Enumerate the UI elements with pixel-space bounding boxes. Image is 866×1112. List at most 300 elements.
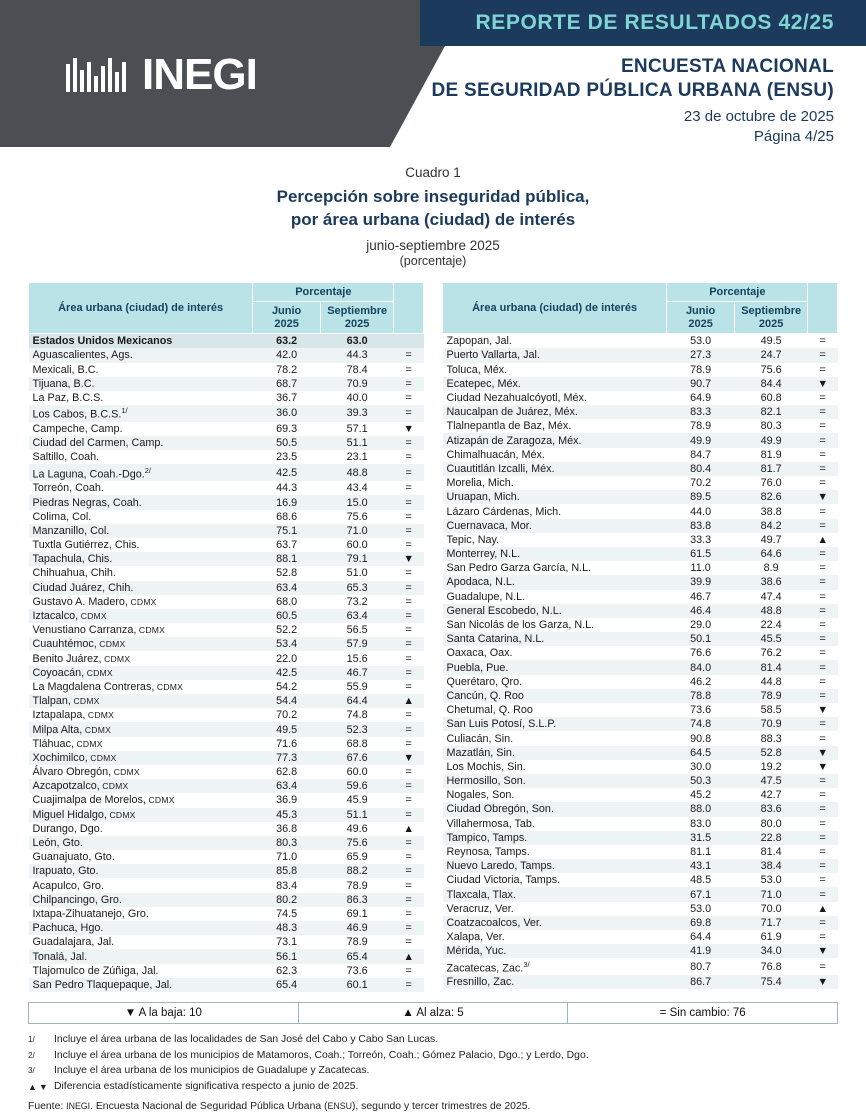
table-row [29,822,424,836]
cell-city-suffix: CDMX [85,710,115,721]
cell-september-value: 38.6 [734,575,807,589]
table-row [443,689,838,703]
table-row [443,675,838,689]
cell-city: Tijuana, B.C. [29,377,253,391]
cell-september-value: 44.8 [760,675,782,688]
cell-september-value: 73.6 [346,964,368,977]
table-row [29,538,424,552]
cell-september-value: 79.1 [320,552,393,566]
cell-city: Mazatlán, Sin. [443,746,667,760]
table-row [443,604,838,618]
cell-september-value: 75.6 [760,363,782,376]
cell-june-value: 52.8 [276,567,298,580]
cell-september-value: 64.6 [734,547,807,561]
cell-city: León, Gto. [29,836,253,850]
footnote-item [28,1063,838,1079]
cell-september-value: 56.5 [346,624,368,637]
cell-city: Cuajimalpa de Morelos, CDMX [32,794,175,807]
cell-change-indicator: ▲ [817,533,829,546]
footnote-ref: 2/ [144,465,152,475]
footnote-text: Incluye el área urbana de los municipios de Guadalupe y Zacatecas. [54,1065,370,1077]
cell-september-value: 64.4 [320,694,393,708]
cell-change-indicator: = [808,717,838,731]
cell-september-value: 22.4 [760,619,782,631]
cell-september-value: 19.2 [760,760,782,773]
cell-change-indicator: ▼ [808,944,838,958]
cell-city: Hermosillo, Son. [443,774,667,788]
footnote-ref: 3/ [523,959,530,969]
table-row [443,774,838,788]
table-row [443,802,838,816]
inegi-wordmark: INEGI [142,50,257,99]
table-row [443,760,838,774]
cell-september-value: 47.4 [760,590,782,603]
table-row [443,944,838,958]
cell-june-value: 42.0 [253,348,321,362]
cell-change-indicator: = [394,637,424,651]
cell-june-value: 62.8 [276,766,298,779]
cell-september-value: 71.0 [320,524,393,538]
cell-june-value: 63.2 [253,334,321,349]
cell-june-value: 44.0 [690,505,712,518]
cell-city: San Pedro Tlaquepaque, Jal. [29,978,253,992]
cell-change-indicator: = [808,660,838,674]
cell-city: Pachuca, Hgo. [29,921,253,935]
table-row [29,581,424,595]
cell-june-value: 64.4 [690,931,712,944]
cell-change-indicator: = [808,547,838,561]
footnotes [28,1032,838,1094]
table-row [443,958,838,975]
table-row [29,978,424,992]
cell-city: Aguascalientes, Ags. [29,348,253,362]
cell-june-value: 48.5 [690,874,712,887]
cell-change-indicator: = [819,392,826,404]
cell-city-suffix: CDMX [145,795,175,806]
cell-september-value: 63.4 [320,609,393,623]
cell-june-value: 67.1 [667,887,735,901]
cell-june-value: 80.3 [253,836,321,850]
cell-june-value: 53.4 [253,637,321,651]
cell-change-indicator: = [394,779,424,793]
cell-change-indicator: = [819,335,826,348]
cell-city-suffix: CDMX [78,611,107,621]
legend-up: ▲ Al alza: 5 [299,1003,569,1023]
cell-september-value: 74.8 [346,709,368,722]
cell-june-value: 88.0 [667,802,735,816]
cell-september-value: 34.0 [734,944,807,958]
cell-june-value: 22.0 [276,652,298,665]
cell-september-value: 60.0 [346,539,368,552]
cell-june-value: 61.5 [667,547,735,561]
cell-september-value: 63.0 [320,334,393,349]
cell-change-indicator: = [819,647,826,660]
cell-june-value: 41.9 [667,944,735,958]
cell-june-value: 53.0 [690,902,712,915]
cell-june-value: 83.8 [667,519,735,533]
cell-june-value: 76.6 [690,647,712,660]
cell-september-value: 8.9 [763,562,779,575]
cell-september-value: 60.0 [346,766,368,779]
cell-june-value: 71.0 [276,851,298,864]
cell-city: Mérida, Yuc. [443,944,667,958]
cell-change-indicator: = [819,477,826,490]
cell-change-indicator: = [394,609,424,623]
cell-city: Colima, Col. [32,510,92,523]
cell-june-value: 64.9 [690,392,712,404]
cell-change-indicator: ▼ [403,422,415,435]
cell-september-value: 49.7 [760,533,782,546]
cell-june-value: 16.9 [253,495,321,509]
cell-june-value: 78.9 [690,363,712,376]
cell-june-value: 80.7 [690,960,712,973]
cell-june-value: 50.3 [667,774,735,788]
footnote-ref: 1/ [121,406,128,416]
cell-change-indicator: = [405,794,412,807]
cell-city: Chimalhuacán, Méx. [446,448,545,461]
cell-city-suffix: CDMX [82,724,112,735]
table-row [443,504,838,518]
cell-change-indicator: ▲ [817,902,829,915]
cell-june-value: 53.0 [690,335,712,348]
cell-city-suffix: CDMX [87,752,117,763]
cell-city: Ciudad Nezahualcóyotl, Méx. [446,392,587,404]
cell-change-indicator: = [808,405,838,419]
cell-september-value: 60.1 [320,978,393,992]
table-row [29,334,424,349]
cell-city: Chilpancingo, Gro. [29,893,253,907]
cell-september-value: 15.0 [320,495,393,509]
cell-september-value: 78.9 [346,879,368,892]
left-table-body [29,334,424,992]
cell-september-value: 73.2 [346,595,368,608]
cell-june-value: 46.2 [690,675,712,688]
cell-june-value: 39.9 [667,575,735,589]
footnote-item [28,1048,838,1064]
cell-june-value: 46.4 [667,604,735,618]
cell-september-value: 55.9 [346,680,368,693]
cell-city-suffix: CDMX [96,639,126,650]
cell-june-value: 30.0 [690,760,712,773]
table-row [443,575,838,589]
table-row [443,547,838,561]
cell-september-value: 15.6 [346,652,368,665]
cell-september-value: 69.1 [346,907,368,920]
table-row [29,722,424,736]
cell-change-indicator: = [405,851,412,864]
cell-june-value: 78.9 [690,420,712,433]
cell-city-suffix: CDMX [127,596,157,607]
cell-june-value: 78.2 [276,363,298,376]
cell-city: Ciudad Juárez, Chih. [29,581,253,595]
table-row [443,746,838,760]
cell-change-indicator: = [819,675,826,688]
cell-june-value: 45.3 [253,808,321,822]
cell-september-value: 48.8 [320,464,393,481]
cell-change-indicator: = [819,960,826,973]
cell-june-value: 33.3 [690,533,712,546]
cell-june-value: 54.2 [276,680,298,693]
cell-june-value: 84.7 [690,448,712,461]
col-header-june-left: Junio 2025 [253,301,321,333]
cell-september-value: 58.5 [760,704,782,717]
cell-city: Tonalá, Jal. [29,949,253,963]
cell-city: Cuauhtémoc, CDMX [29,637,253,651]
cell-city: Álvaro Obregón, CDMX [32,766,140,779]
cell-change-indicator: = [819,732,826,745]
cell-june-value: 63.4 [253,779,321,793]
cell-change-indicator [394,334,424,349]
cell-june-value: 71.6 [276,737,298,750]
cell-change-indicator: = [808,774,838,788]
cell-city: Los Mochis, Sin. [446,760,526,773]
cell-change-indicator: = [405,595,412,608]
cell-september-value: 76.0 [760,477,782,490]
table-period: junio-septiembre 2025 [366,237,500,253]
cell-september-value: 76.8 [760,960,782,973]
cell-change-indicator: = [808,575,838,589]
table-row [29,495,424,509]
cell-change-indicator: = [405,567,412,580]
table-row [443,717,838,731]
table-row [29,666,424,680]
cell-september-value: 40.0 [346,392,368,404]
right-table-body [443,334,838,990]
cell-change-indicator: = [405,539,412,552]
cell-september-value: 42.7 [760,789,782,802]
cell-city: Tampico, Tamps. [443,831,667,845]
right-table-wrapper [442,282,838,992]
table-row [29,510,424,524]
cell-city: Culiacán, Sin. [446,732,514,745]
cell-change-indicator: = [405,451,412,464]
cell-change-indicator: = [819,789,826,802]
cell-change-indicator: ▲ [394,949,424,963]
table-row [29,637,424,651]
cell-city: Iztacalco, CDMX [29,609,253,623]
report-number: REPORTE DE RESULTADOS 42/25 [475,11,834,34]
cell-city: Chihuahua, Chih. [32,567,116,580]
cell-city: Puebla, Pue. [443,660,667,674]
col-header-sept-right: Septiembre 2025 [734,301,807,333]
cell-city: Tuxtla Gutiérrez, Chis. [32,539,140,552]
table-row [29,949,424,963]
cell-september-value: 65.9 [346,851,368,864]
cell-june-value: 49.5 [253,722,321,736]
table-row [443,646,838,660]
cell-change-indicator: = [394,836,424,850]
cell-september-value: 80.0 [760,817,782,830]
cell-september-value: 51.0 [346,567,368,580]
footnote-key: 3/ [28,1066,35,1076]
cell-change-indicator: = [405,363,412,376]
cell-september-value: 67.6 [320,751,393,765]
cell-september-value: 83.6 [734,802,807,816]
cell-change-indicator: ▼ [394,751,424,765]
page-number: Página 4/25 [753,128,834,145]
table-row [443,618,838,632]
cell-change-indicator: = [394,864,424,878]
cell-city: Zacatecas, Zac.$^{3/}$ [446,959,530,975]
cell-june-value: 69.3 [276,422,298,435]
cell-september-value: 60.8 [760,392,782,404]
cell-city: San Luis Potosí, S.L.P. [443,717,667,731]
cell-september-value: 52.8 [734,746,807,760]
cell-june-value: 83.4 [276,879,298,892]
cell-september-value: 84.4 [734,377,807,391]
cell-city: Tláhuac, CDMX [32,737,103,750]
cell-city: Campeche, Camp. [32,422,123,435]
cell-september-value: 82.6 [734,490,807,504]
cell-june-value: 81.1 [690,846,712,858]
source-text: . Encuesta Nacional de Seguridad Pública Urbana ( [90,1101,328,1112]
cell-city: Durango, Dgo. [32,822,103,835]
cell-september-value: 81.4 [760,846,782,858]
table-row [29,524,424,538]
cell-september-value: 75.6 [346,510,368,523]
cell-september-value: 49.6 [346,822,368,835]
cell-change-indicator: = [808,831,838,845]
cell-city: Reynosa, Tamps. [446,846,530,858]
table-row [29,864,424,878]
cell-change-indicator: = [808,802,838,816]
cell-city: Milpa Alta, CDMX [29,722,253,736]
cell-change-indicator: = [808,859,838,873]
table-row [443,533,838,547]
cell-june-value: 80.4 [667,462,735,476]
cell-change-indicator: = [819,931,826,944]
table-row [443,476,838,490]
cell-september-value: 45.5 [734,632,807,646]
cell-city: Acapulco, Gro. [32,879,104,892]
table-row [443,859,838,873]
cell-june-value: 42.5 [253,666,321,680]
cell-change-indicator: = [405,652,412,665]
cell-city: Ecatepec, Méx. [443,377,667,391]
table-row [29,552,424,566]
cell-june-value: 36.0 [253,405,321,422]
cell-june-value: 78.8 [667,689,735,703]
col-header-june-right: Junio 2025 [667,301,735,333]
cell-city: La Paz, B.C.S. [32,392,104,404]
cell-city-suffix: CDMX [70,696,100,707]
table-row [443,916,838,930]
cell-city: Ciudad del Carmen, Camp. [29,436,253,450]
table-row [29,651,424,665]
cell-city-suffix: CDMX [111,767,140,778]
table-row [443,363,838,377]
cell-city: Mexicali, B.C. [32,363,99,376]
cell-september-value: 43.4 [346,482,368,495]
cell-september-value: 65.3 [320,581,393,595]
cell-september-value: 52.3 [320,722,393,736]
cell-june-value: 52.2 [276,624,298,637]
table-row [443,703,838,717]
cell-change-indicator: = [405,482,412,495]
table-row [29,779,424,793]
table-row [29,694,424,708]
cell-change-indicator: = [394,495,424,509]
cell-june-value: 83.0 [690,817,712,830]
cell-city: Nogales, Son. [446,789,515,802]
cell-city: Irapuato, Gto. [29,864,253,878]
cell-city: Fresnillo, Zac. [443,975,667,989]
cell-september-value: 84.2 [734,519,807,533]
table-row [443,348,838,362]
cell-change-indicator: ▲ [394,694,424,708]
table-row [443,377,838,391]
cell-june-value: 73.6 [690,704,712,717]
table-row [443,660,838,674]
table-title-line2: por área urbana (ciudad) de interés [290,209,576,229]
cell-september-value: 24.7 [734,348,807,362]
table-row [29,921,424,935]
table-row [29,935,424,949]
table-row [29,850,424,864]
cell-june-value: 43.1 [667,859,735,873]
cell-city: Ciudad Victoria, Tamps. [446,874,561,887]
cell-city-suffix: CDMX [84,667,113,678]
cell-september-value: 81.9 [760,448,782,461]
table-row [443,590,838,604]
source-label: Fuente: [28,1101,64,1112]
table-row [29,793,424,807]
cell-june-value: 64.5 [667,746,735,760]
cell-change-indicator: = [405,624,412,637]
table-row [29,595,424,609]
cell-june-value: 89.5 [667,490,735,504]
survey-title-line2: DE SEGURIDAD PÚBLICA URBANA (ENSU) [431,80,834,101]
header-survey-info [431,56,834,145]
cell-september-value: 23.1 [346,451,368,464]
table-row [443,788,838,802]
cell-change-indicator: ▼ [394,552,424,566]
cell-city: Oaxaca, Oax. [446,647,513,660]
footnote-text: Incluye el área urbana de los municipios de Matamoros, Coah.; Torreón, Coah.; Gómez Palacio, Dgo.; y Lerdo, Dgo. [54,1049,589,1061]
cell-change-indicator: = [394,893,424,907]
table-row [29,566,424,580]
cell-city: General Escobedo, N.L. [443,604,667,618]
cell-city: Guanajuato, Gto. [32,851,115,864]
cell-june-value: 85.8 [253,864,321,878]
cell-june-value: 49.9 [667,433,735,447]
cell-change-indicator: = [405,879,412,892]
cell-september-value: 65.4 [320,949,393,963]
cell-city: Veracruz, Ver. [446,902,514,915]
cell-change-indicator: = [819,562,826,575]
table-row [29,377,424,391]
cell-city: Cancún, Q. Roo [443,689,667,703]
cell-june-value: 29.0 [690,619,712,631]
cell-city-suffix: CDMX [106,809,136,820]
col-header-percent-left: Porcentaje [253,282,394,301]
cell-september-value: 88.2 [320,864,393,878]
cell-september-value: 49.5 [760,335,782,348]
cell-september-value: 49.9 [734,433,807,447]
cell-city: Morelia, Mich. [446,477,514,490]
cell-june-value: 45.2 [690,789,712,802]
cell-change-indicator: = [808,462,838,476]
cell-city: Tlaxcala, Tlax. [443,887,667,901]
cell-september-value: 75.4 [734,975,807,989]
table-row [443,561,838,575]
table-row [443,405,838,419]
table-title-line1: Percepción sobre inseguridad pública, [276,187,590,206]
cell-city: Coyoacán, CDMX [29,666,253,680]
cell-city: Los Cabos, B.C.S.$^{1/}$ [29,405,253,422]
cell-city: Toluca, Méx. [446,363,508,376]
cell-june-value: 90.8 [690,732,712,745]
